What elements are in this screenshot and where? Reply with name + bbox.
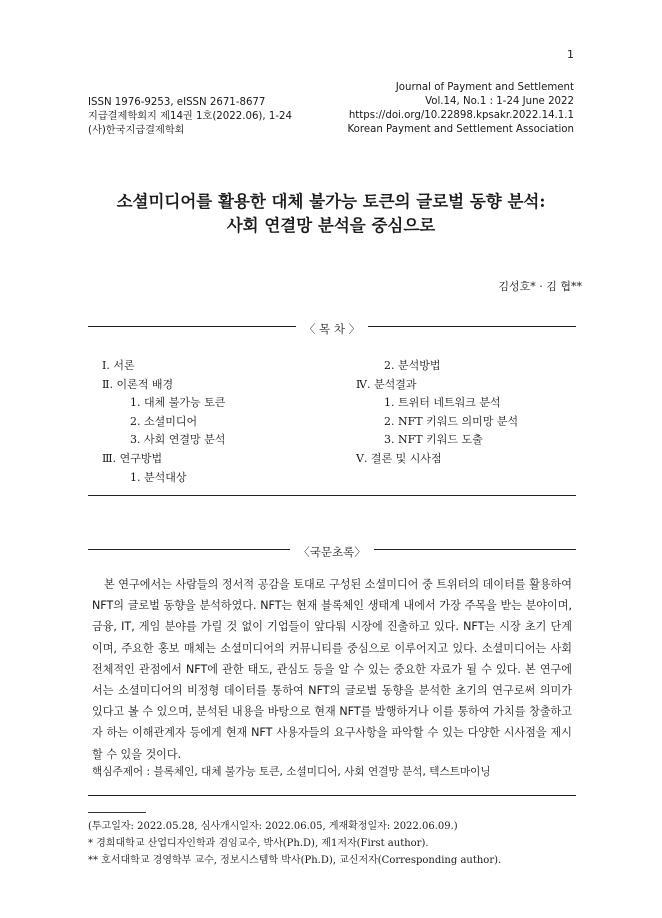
publisher-korean: (사)한국지급결제학회 — [88, 125, 185, 136]
table-of-contents — [88, 322, 576, 496]
toc-item: 1. 분석대상 — [130, 470, 187, 484]
title-line-1: 소셜미디어를 활용한 대체 불가능 토큰의 글로벌 동향 분석: — [116, 192, 546, 211]
journal-name: Journal of Payment and Settlement — [395, 82, 574, 93]
toc-item: Ⅲ. 연구방법 — [102, 451, 163, 465]
toc-item: 2. 소셜미디어 — [130, 414, 198, 428]
keywords: 핵심주제어 : 블록체인, 대체 불가능 토큰, 소셜미디어, 사회 연결망 분석, 텍스트마이닝 — [92, 766, 491, 778]
toc-item: 1. 대체 불가능 토큰 — [130, 396, 226, 410]
toc-item: 3. NFT 키워드 도출 — [384, 433, 483, 447]
footnotes — [88, 818, 501, 869]
toc-item: 2. 분석방법 — [384, 359, 441, 372]
page-number: 1 — [567, 48, 574, 61]
footnote-first-author: * 경희대학교 산업디자인학과 겸임교수, 박사(Ph.D), 제1저자(First author). — [88, 838, 429, 849]
authors: 김성호* · 김 협** — [498, 280, 582, 293]
toc-item: Ⅱ. 이론적 배경 — [102, 377, 174, 391]
abstract-label: 〈국문초록〉 — [290, 545, 373, 559]
footnote-divider — [88, 812, 146, 813]
paper-title — [0, 190, 662, 238]
toc-right-column — [356, 357, 518, 469]
issn-line: ISSN 1976-9253, eISSN 2671-8677 — [88, 97, 266, 108]
journal-header-korean — [88, 96, 292, 138]
abstract-text: 본 연구에서는 사람들의 정서적 공감을 토대로 구성된 소셜미디어 중 트위터의 데이터를 활용하여 NFT의 글로벌 동향을 분석하였다. NFT는 현재 블록체인 생태계 내에서 가장 주목을 받는 분야이며, 금융, IT, 게임 분야를 가릴 것 없이 기업들이 앞다퉈 시장에 진출하고 있다. NFT는 시장 초기 단계이며, 주요한 홍보 매체는 소셜미디어의 커뮤니티를 중심으로 이루어지고 있다. 소셜미디어는 사회 전체적인 관점에서 NFT에 관한 태도, 관심도 등을 알 수 있는 중요한 자료가 될 수 있다. 본 연구에서는 소셜미디어의 비정형 데이터를 통하여 NFT의 글로벌 동향을 분석한 초기의 연구로써 의미가 있다고 볼 수 있으며, 분석된 내용을 바탕으로 현재 NFT를 발행하거나 이를 통하여 가치를 창출하고자 하는 이해관계자 등에게 현재 NFT 사용자들의 요구사항을 파악할 수 있는 다양한 시사점을 제시할 수 있을 것이다. — [92, 578, 572, 761]
toc-label: 〈 목 차 〉 — [296, 322, 368, 336]
publisher: Korean Payment and Settlement Association — [347, 124, 574, 135]
submission-dates: (투고일자: 2022.05.28, 심사개시일자: 2022.06.05, 게재확정일자: 2022.06.09.) — [88, 821, 458, 832]
toc-item: Ⅰ. 서론 — [102, 359, 135, 372]
toc-item: 2. NFT 키워드 의미망 분석 — [384, 414, 519, 428]
abstract-box — [88, 545, 576, 796]
doi-link[interactable]: https://doi.org/10.22898.kpsakr.2022.14.1.1 — [348, 110, 574, 121]
toc-item: 1. 트위터 네트워크 분석 — [384, 396, 501, 410]
toc-item: Ⅳ. 분석결과 — [356, 377, 417, 391]
toc-left-column — [102, 357, 225, 487]
journal-volume: Vol.14, No.1 : 1-24 June 2022 — [425, 96, 574, 107]
toc-item: 3. 사회 연결망 분석 — [130, 433, 226, 447]
title-line-2: 사회 연결망 분석을 중심으로 — [226, 216, 436, 235]
footnote-corresponding-author: ** 호서대학교 경영학부 교수, 정보시스템학 박사(Ph.D), 교신저자(Corresponding author). — [88, 855, 502, 866]
journal-volume-korean: 지급결제학회지 제14권 1호(2022.06), 1-24 — [88, 111, 293, 122]
toc-item: Ⅴ. 결론 및 시사점 — [356, 451, 442, 465]
journal-header-english — [347, 81, 574, 137]
